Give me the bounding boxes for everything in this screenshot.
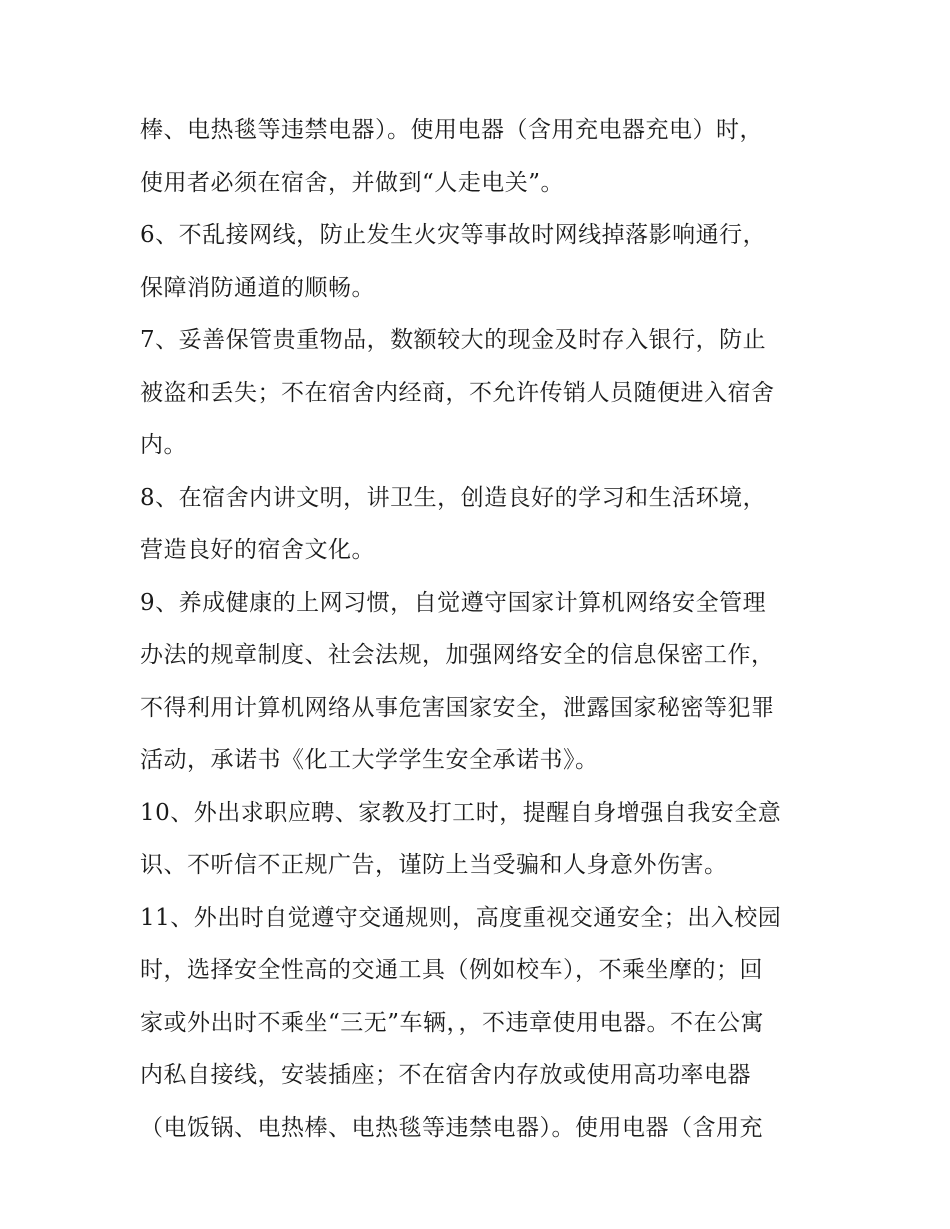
text-line: 6、不乱接网线，防止发生火灾等事故时网线掉落影响通行， — [140, 222, 767, 248]
text-line: 家或外出时不乘坐“三无”车辆，，不违章使用电器。不在公寓 — [140, 1009, 765, 1036]
text-line: 棒、电热毯等违禁电器）。使用电器（含用充电器充电）时， — [140, 117, 763, 143]
text-line: 10、外出求职应聘、家教及打工时，提醒自身增强自我安全意 — [140, 799, 782, 826]
text-line: 内。 — [140, 432, 187, 458]
text-line: 被盗和丢失；不在宿舍内经商，不允许传销人员随便进入宿舍 — [140, 379, 775, 406]
text-line: 使用者必须在宿舍，并做到“人走电关”。 — [140, 169, 565, 196]
text-line: 7、妥善保管贵重物品，数额较大的现金及时存入银行，防止 — [140, 327, 767, 353]
text-line: 活动，承诺书《化工大学学生安全承诺书》。 — [140, 747, 599, 773]
text-line: 识、不听信不正规广告，谨防上当受骗和人身意外伤害。 — [140, 852, 728, 878]
document-body — [140, 108, 830, 1158]
text-line: 9、养成健康的上网习惯，自觉遵守国家计算机网络安全管理 — [140, 589, 767, 616]
text-line: 营造良好的宿舍文化。 — [140, 537, 375, 563]
text-line: 不得利用计算机网络从事危害国家安全，泄露国家秘密等犯罪 — [140, 694, 775, 721]
text-line: 时，选择安全性高的交通工具（例如校车），不乘坐摩的；回 — [140, 957, 763, 983]
text-line: 8、在宿舍内讲文明，讲卫生，创造良好的学习和生活环境， — [140, 484, 767, 511]
text-line: 办法的规章制度、社会法规，加强网络安全的信息保密工作， — [140, 642, 775, 668]
text-line: 保障消防通道的顺畅。 — [140, 274, 375, 301]
text-line: （电饭锅、电热棒、电热毯等违禁电器）。使用电器（含用充 — [140, 1114, 763, 1141]
text-line: 11、外出时自觉遵守交通规则，高度重视交通安全；出入校园 — [140, 904, 782, 931]
text-line: 内私自接线，安装插座；不在宿舍内存放或使用高功率电器 — [140, 1062, 751, 1088]
